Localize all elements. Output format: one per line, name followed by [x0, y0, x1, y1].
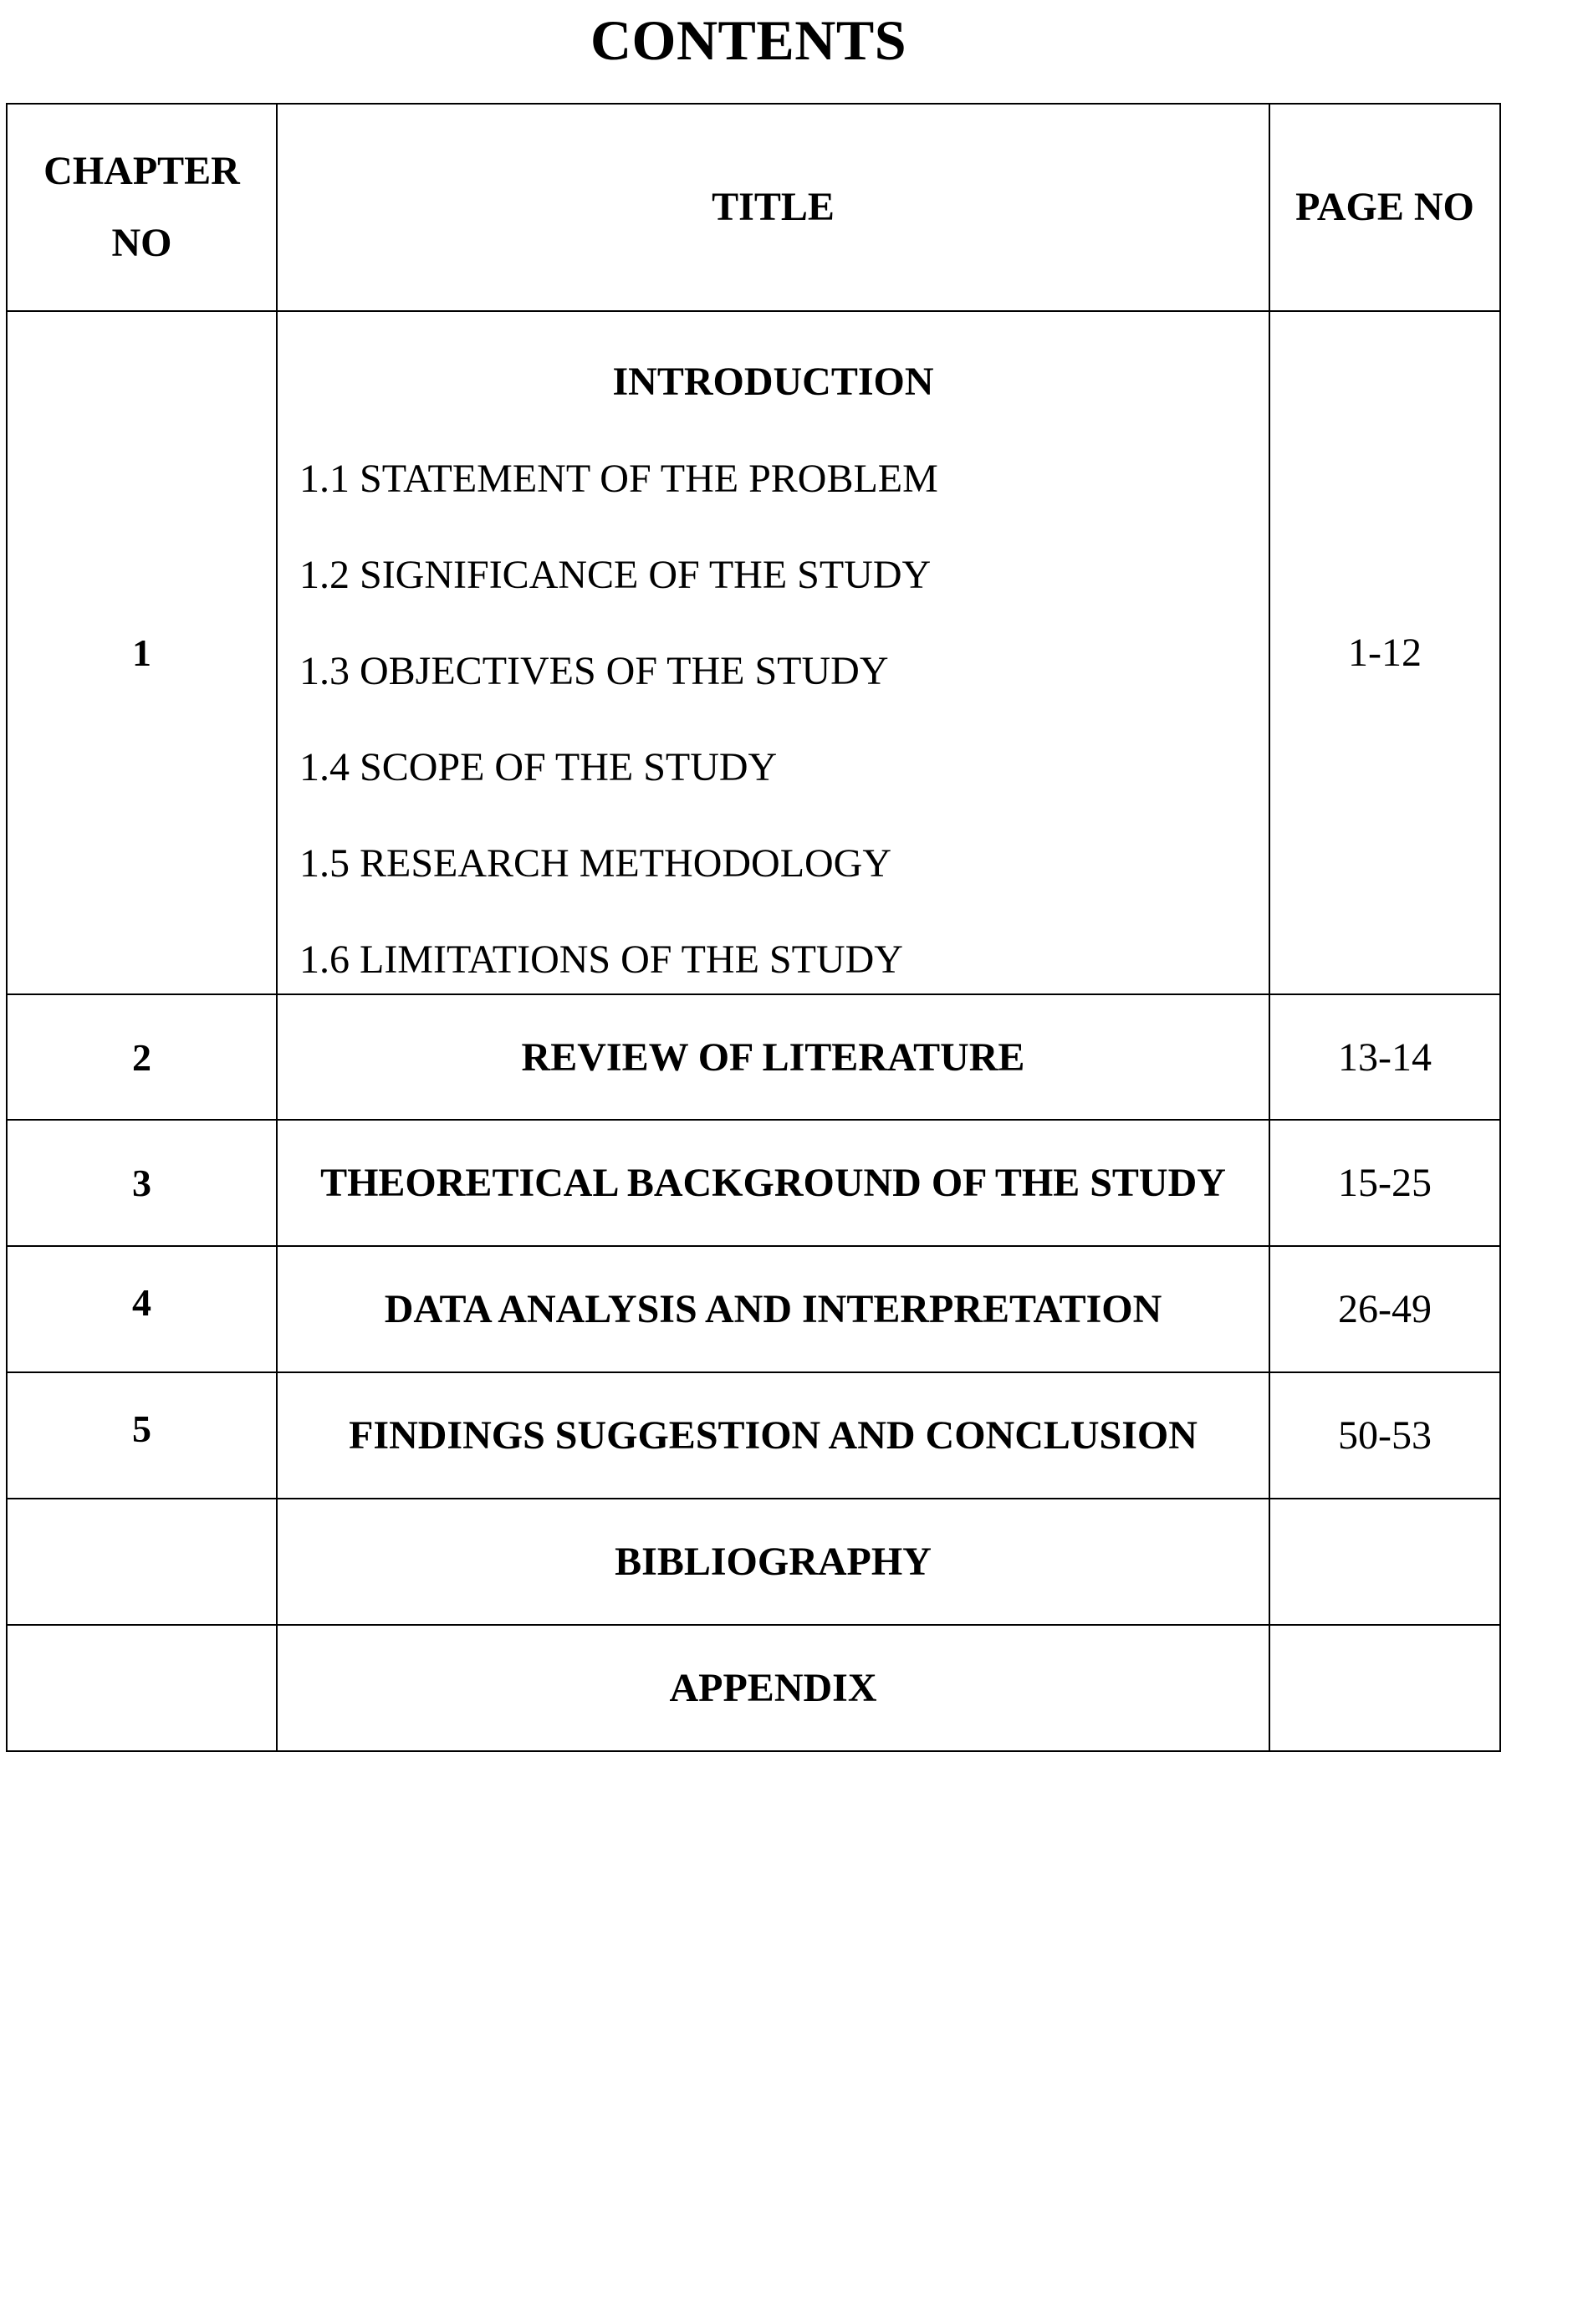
- table-row-bibliography: [7, 1499, 1500, 1625]
- page-range: 1-12: [1269, 311, 1500, 994]
- chapter-number: 5: [7, 1372, 277, 1499]
- header-title: TITLE: [277, 104, 1269, 311]
- chapter-title: APPENDIX: [277, 1625, 1269, 1751]
- page-range: 13-14: [1269, 994, 1500, 1120]
- chapter-title: DATA ANALYSIS AND INTERPRETATION: [277, 1246, 1269, 1372]
- chapter-number: 1: [7, 311, 277, 994]
- chapter-number: 3: [7, 1120, 277, 1246]
- table-row-chapter-1: [7, 311, 1500, 994]
- section-item: 1.5 RESEARCH METHODOLOGY: [299, 841, 891, 886]
- section-item: 1.3 OBJECTIVES OF THE STUDY: [299, 649, 889, 693]
- page-range: 15-25: [1269, 1120, 1500, 1246]
- header-chapter-no: [7, 104, 277, 311]
- page-range: 26-49: [1269, 1246, 1500, 1372]
- page-range: [1269, 1625, 1500, 1751]
- table-header-row: [7, 104, 1500, 311]
- table-row-chapter-5: [7, 1372, 1500, 1499]
- chapter-number: [7, 1499, 277, 1625]
- page-range: 50-53: [1269, 1372, 1500, 1499]
- header-page-no: PAGE NO: [1269, 104, 1500, 311]
- section-item: 1.2 SIGNIFICANCE OF THE STUDY: [299, 553, 932, 597]
- page-title: CONTENTS: [590, 8, 907, 72]
- chapter-number: [7, 1625, 277, 1751]
- chapter-title: FINDINGS SUGGESTION AND CONCLUSION: [277, 1372, 1269, 1499]
- table-row-chapter-4: [7, 1246, 1500, 1372]
- chapter-title: BIBLIOGRAPHY: [277, 1499, 1269, 1625]
- chapter-title-cell: [277, 311, 1269, 994]
- section-item: 1.6 LIMITATIONS OF THE STUDY: [299, 937, 903, 982]
- table-row-chapter-2: [7, 994, 1500, 1120]
- chapter-number: 4: [7, 1246, 277, 1372]
- contents-table: [6, 103, 1501, 1752]
- chapter-title: INTRODUCTION: [612, 360, 934, 404]
- table-row-appendix: [7, 1625, 1500, 1751]
- page-range: [1269, 1499, 1500, 1625]
- chapter-title: THEORETICAL BACKGROUND OF THE STUDY: [277, 1120, 1269, 1246]
- section-item: 1.4 SCOPE OF THE STUDY: [299, 745, 778, 789]
- chapter-title: REVIEW OF LITERATURE: [277, 994, 1269, 1120]
- table-row-chapter-3: [7, 1120, 1500, 1246]
- header-chapter-line2: NO: [111, 221, 172, 265]
- chapter-number: 2: [7, 994, 277, 1120]
- section-item: 1.1 STATEMENT OF THE PROBLEM: [299, 457, 938, 501]
- header-chapter-line1: CHAPTER: [43, 149, 240, 193]
